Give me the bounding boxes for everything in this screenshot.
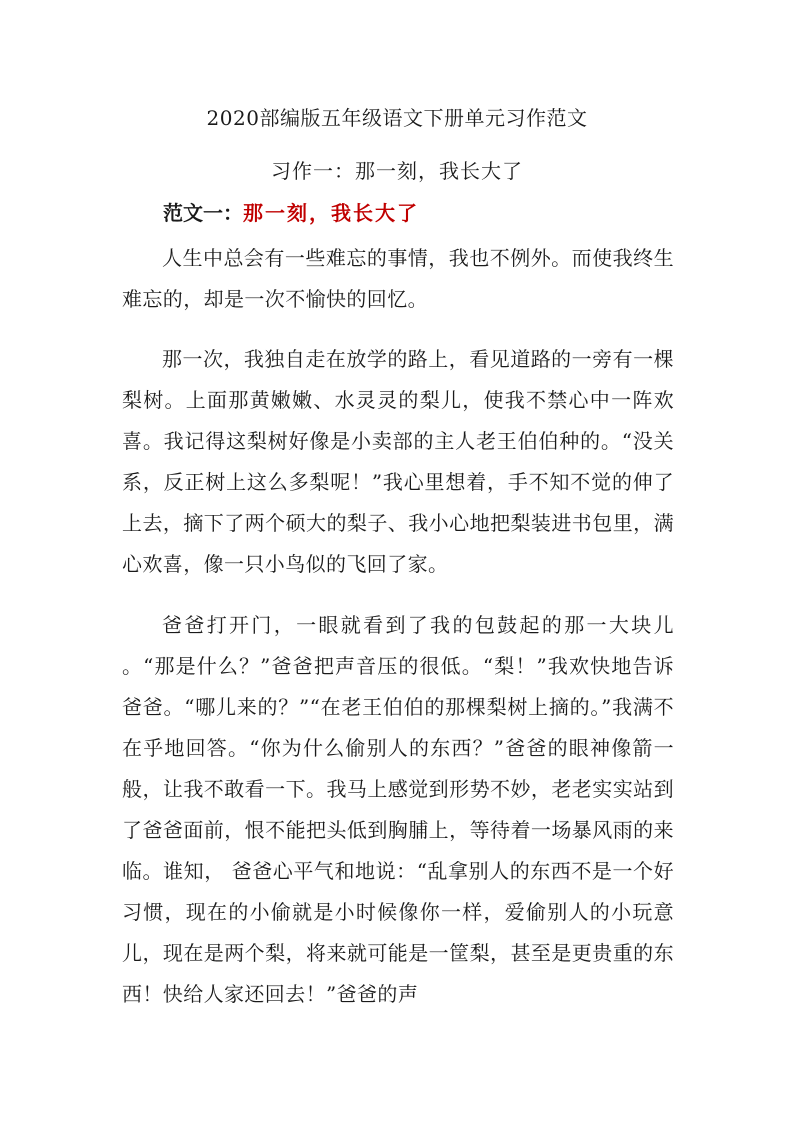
- sample-essay-heading: [163, 198, 419, 228]
- essay-paragraph: 人生中总会有一些难忘的事情，我也不例外。而使我终生难忘的，却是一次不愉快的回忆。: [122, 246, 674, 311]
- document-title: 2020部编版五年级语文下册单元习作范文: [206, 106, 588, 130]
- sample-essay-title: 那一刻，我长大了: [243, 201, 419, 225]
- assignment-subtitle: 习作一：那一刻，我长大了: [271, 159, 523, 183]
- sample-essay-label: 范文一：: [163, 201, 243, 225]
- essay-paragraph: 爸爸打开门，一眼就看到了我的包鼓起的那一大块儿 。“那是什么？”爸爸把声音压的很低。“梨！”我欢快地告诉爸爸。“哪儿来的？”“在老王伯伯的那棵梨树上摘的。”我满不在乎地回答。“你为什么偷别人的东西？”爸爸的眼神像箭一般，让我不敢看一下。我马上感觉到形势不妙，老老实实站到了爸爸面前，恨不能把头低到胸脯上，等待着一场暴风雨的来临。谁知， 爸爸心平气和地说：“乱拿别人的东西不是一个好习惯，现在的小偷就是小时候像你一样，爱偷别人的小玩意儿，现在是两个梨，将来就可能是一筐梨，甚至是更贵重的东西！快给人家还回去！”爸爸的声: [122, 613, 674, 1006]
- essay-paragraph: 那一次，我独自走在放学的路上，看见道路的一旁有一棵梨树。上面那黄嫩嫩、水灵灵的梨儿，使我不禁心中一阵欢喜。我记得这梨树好像是小卖部的主人老王伯伯种的。“没关系，反正树上这么多梨呢！”我心里想着，手不知不觉的伸了上去，摘下了两个硕大的梨子、我小心地把梨装进书包里，满心欢喜，像一只小鸟似的飞回了家。: [122, 347, 674, 576]
